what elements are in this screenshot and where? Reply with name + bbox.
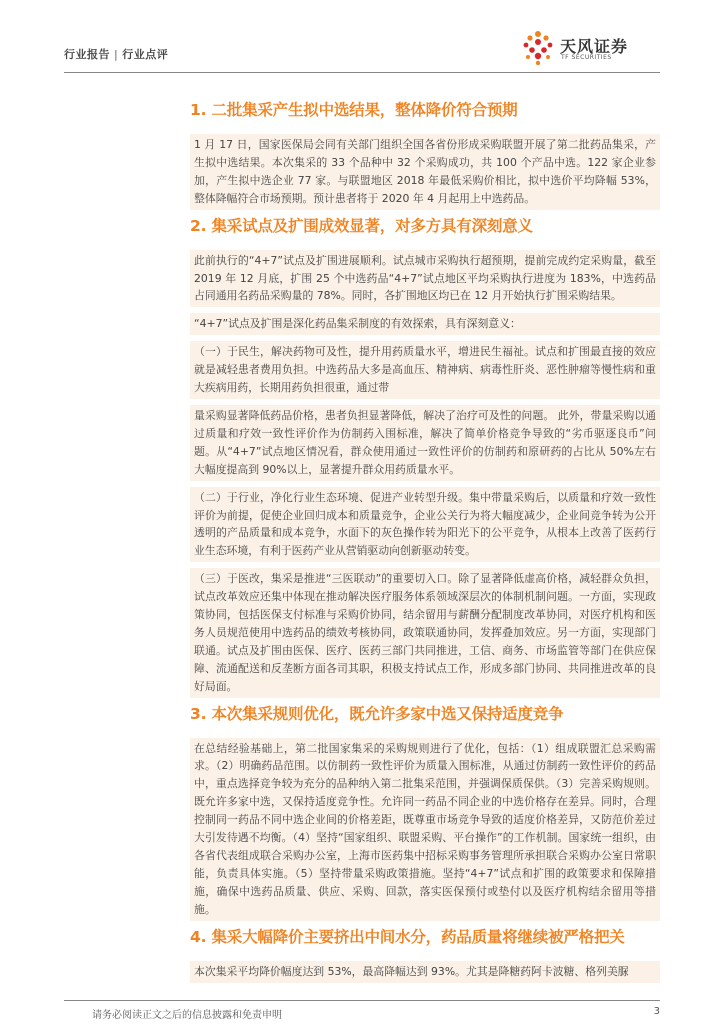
breadcrumb-category: 行业报告	[64, 48, 110, 61]
breadcrumb-subcategory: 行业点评	[122, 48, 169, 61]
section-2-paragraph-1: 此前执行的“4+7”试点及扩围进展顺利。试点城市采购执行超预期，提前完成约定采购量，截至 2019 年 12 月底，扩围 25 个中选药品“4+7”试点地区平均采购执行进度为 183%，中选药品占同通用名药品采购量的 78%。同时，各扩围地区均已在 12 月开始执行扩围采购结果。	[190, 250, 660, 308]
section-2-paragraph-6: （三）于医改，集采是推进“三医联动”的重要切入口。除了显著降低虚高价格，减轻群众负担，试点改革效应还集中体现在推动解决医疗服务体系领域深层次的体制机制问题。一方面，实现政策协同，包括医保支付标准与采购价协同，结余留用与薪酬分配制度改革协同，对医疗机构和医务人员规范使用中选药品的绩效考核协同，政策联通协同，发挥叠加效应。另一方面，实现部门联通。试点及扩围由医保、医疗、医药三部门共同推进，工信、商务、市场监管等部门在供应保障、流通配送和反垄断方面各司其职，积极支持试点工作，形成多部门协同、共同推进改革的良好局面。	[190, 568, 660, 697]
header-divider	[64, 72, 660, 73]
company-logo	[520, 26, 660, 70]
report-breadcrumb	[64, 46, 168, 62]
page-header	[64, 37, 660, 70]
page-number: 3	[653, 1006, 660, 1017]
section-2-paragraph-5: （二）于行业，净化行业生态环境、促进产业转型升级。集中带量采购后，以质量和疗效一致性评价为前提，促使企业回归成本和质量竞争，企业公关行为将大幅度减少，企业间竞争转为公开透明的产品质量和成本竞争，水面下的灰色操作转为阳光下的公平竞争，从根本上改善了医药行业生态环境，有利于医药产业从营销驱动向创新驱动转变。	[190, 487, 660, 563]
logo-name: 天风证券	[560, 37, 629, 56]
section-2-heading: 2. 集采试点及扩围成效显著，对多方具有深刻意义	[190, 216, 533, 235]
footer-divider	[64, 1000, 660, 1001]
report-body	[190, 100, 660, 983]
section-3-heading: 3. 本次集采规则优化，既允许多家中选又保持适度竞争	[190, 704, 564, 723]
section-2-paragraph-4: 量采购显著降低药品价格，患者负担显著降低，解决了治疗可及性的问题。 此外，带量采购以通过质量和疗效一致性评价作为仿制药入围标准，解决了简单价格竞争导致的“劣币驱逐良币”问题。从“4+7”试点地区情况看，群众使用通过一致性评价的仿制药和原研药的占比从 50%左右大幅度提高到 90%以上，显著提升群众用药质量水平。	[190, 405, 660, 481]
section-4-heading: 4. 集采大幅降价主要挤出中间水分，药品质量将继续被严格把关	[190, 927, 625, 946]
disclaimer-notice: 请务必阅读正文之后的信息披露和免责申明	[92, 1010, 282, 1021]
breadcrumb-separator: |	[114, 48, 119, 61]
section-4-paragraph-1: 本次集采平均降价幅度达到 53%，最高降幅达到 93%。尤其是降糖药阿卡波糖、格列美脲	[190, 961, 660, 983]
section-1-paragraph-1: 1 月 17 日，国家医保局会同有关部门组织全国各省份形成采购联盟开展了第二批药品集采，产生拟中选结果。本次集采的 33 个品种中 32 个采购成功，共 100 个产品中选。122 家企业参加，产生拟中选企业 77 家。与联盟地区 2018 年最低采购价相比，拟中选价平均降幅 53%，整体降幅符合市场预期。预计患者将于 2020 年 4 月起用上中选药品。	[190, 134, 660, 210]
section-1-heading: 1. 二批集采产生拟中选结果，整体降价符合预期	[190, 101, 518, 119]
section-2-paragraph-3: （一）于民生，解决药物可及性，提升用药质量水平，增进民生福祉。试点和扩围最直接的效应就是减轻患者费用负担。中选药品大多是高血压、精神病、病毒性肝炎、恶性肿瘤等慢性病和重大疾病用药，长期用药负担很重，通过带	[190, 341, 660, 399]
logo-subtitle: TF SECURITIES	[561, 54, 612, 61]
section-2-paragraph-2: “4+7”试点及扩围是深化药品集采制度的有效探索，具有深刻意义：	[190, 313, 660, 335]
section-3-paragraph-1: 在总结经验基础上，第二批国家集采的采购规则进行了优化，包括：（1）组成联盟汇总采购需求。（2）明确药品范围。以仿制药一致性评价为质量入围标准，从通过仿制药一致性评价的药品中，重点选择竞争较为充分的品种纳入第二批集采范围，并强调保质保供。（3）完善采购规则。既允许多家中选，又保持适度竞争性。允许同一药品不同企业的中选价格存在差异。同时，合理控制同一药品不同中选企业间的价格差距，既尊重市场竞争导致的适度价格差异，又防范价差过大引发待遇不均衡。（4）坚持“国家组织、联盟采购、平台操作”的工作机制。国家统一组织，由各省代表组成联合采购办公室，上海市医药集中招标采购事务管理所承担联合采购办公室日常职能，负责具体实施。（5）坚持带量采购政策措施。坚持“4+7”试点和扩围的政策要求和保障措施，确保中选药品质量、供应、采购、回款，落实医保预付或垫付以及医疗机构结余留用等措施。	[190, 738, 660, 921]
tf-logo-icon	[520, 30, 556, 66]
